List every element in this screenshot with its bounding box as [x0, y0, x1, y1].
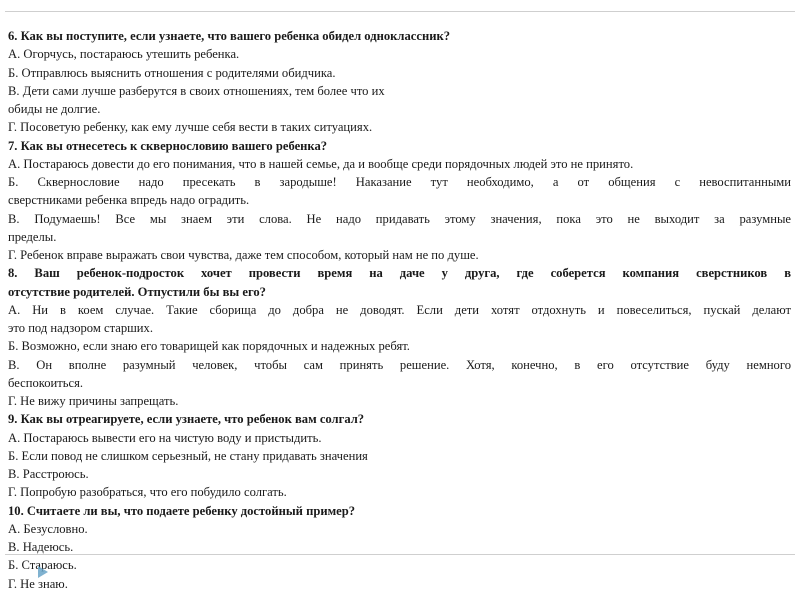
- answer-6c: В. Дети сами лучше разберутся в своих отношениях, тем более что их: [8, 83, 385, 98]
- play-arrow-icon[interactable]: [38, 566, 48, 578]
- answer-8c: В. Он вполне разумный человек, чтобы сам принять решение. Хотя, конечно, в его отсутствие буду немного: [8, 357, 791, 372]
- answer-9b: Б. Если повод не слишком серьезный, не стану придавать значения: [8, 448, 368, 463]
- bottom-divider: [5, 554, 795, 555]
- answer-7c: В. Подумаешь! Все мы знаем эти слова. Не надо придавать этому значения, пока это не выходит за разумные: [8, 211, 791, 226]
- answer-10c: Б. Стараюсь.: [8, 558, 77, 573]
- answer-9d: Г. Попробую разобраться, что его побудило солгать.: [8, 485, 287, 500]
- question-10: 10. Считаете ли вы, что подаете ребенку достойный пример?: [8, 503, 356, 518]
- answer-7b-cont: сверстниками ребенка впредь надо оградить.: [8, 193, 250, 208]
- question-6: 6. Как вы поступите, если узнаете, что вашего ребенка обидел одноклассник?: [8, 29, 451, 43]
- top-divider: [5, 11, 795, 12]
- answer-8c-cont: беспокоиться.: [8, 375, 84, 390]
- question-8-cont: отсутствие родителей. Отпустили бы вы его?: [8, 284, 266, 299]
- answer-6a: А. Огорчусь, постараюсь утешить ребенка.: [8, 47, 240, 62]
- answer-6c-cont: обиды не долгие.: [8, 102, 101, 116]
- answer-8a-cont: это под надзором старших.: [8, 321, 153, 335]
- answer-10d: Г. Не знаю.: [8, 576, 68, 591]
- question-8: 8. Ваш ребенок-подросток хочет провести время на даче у друга, где соберется компания сверстников в: [8, 266, 791, 281]
- answer-6b: Б. Отправлюсь выяснить отношения с родителями обидчика.: [8, 65, 336, 80]
- question-9: 9. Как вы отреагируете, если узнаете, что ребенок вам солгал?: [8, 412, 365, 427]
- answer-8a: А. Ни в коем случае. Такие сборища до добра не доводят. Если дети хотят отдохнуть и повеселиться, пускай делают: [8, 302, 791, 317]
- answer-10b: В. Надеюсь.: [8, 540, 74, 554]
- questionnaire-text: [8, 27, 791, 593]
- answer-7b: Б. Сквернословие надо пресекать в зародыше! Наказание тут необходимо, а от общения с невоспитанными: [8, 175, 791, 189]
- answer-6d: Г. Посоветую ребенку, как ему лучше себя вести в таких ситуациях.: [8, 120, 373, 135]
- answer-10a: А. Безусловно.: [8, 521, 88, 536]
- answer-8b: Б. Возможно, если знаю его товарищей как порядочных и надежных ребят.: [8, 339, 410, 354]
- answer-7d: Г. Ребенок вправе выражать свои чувства, даже тем способом, который нам не по душе.: [8, 248, 479, 262]
- answer-9a: А. Постараюсь вывести его на чистую воду и пристыдить.: [8, 430, 322, 445]
- question-7: 7. Как вы отнесетесь к сквернословию вашего ребенка?: [8, 138, 328, 153]
- answer-7a: А. Постараюсь довести до его понимания, что в нашей семье, да и вообще среди порядочных людей это не принято.: [8, 156, 634, 171]
- answer-7c-cont: пределы.: [8, 229, 57, 244]
- answer-9c: В. Расстроюсь.: [8, 467, 89, 481]
- answer-8d: Г. Не вижу причины запрещать.: [8, 394, 179, 408]
